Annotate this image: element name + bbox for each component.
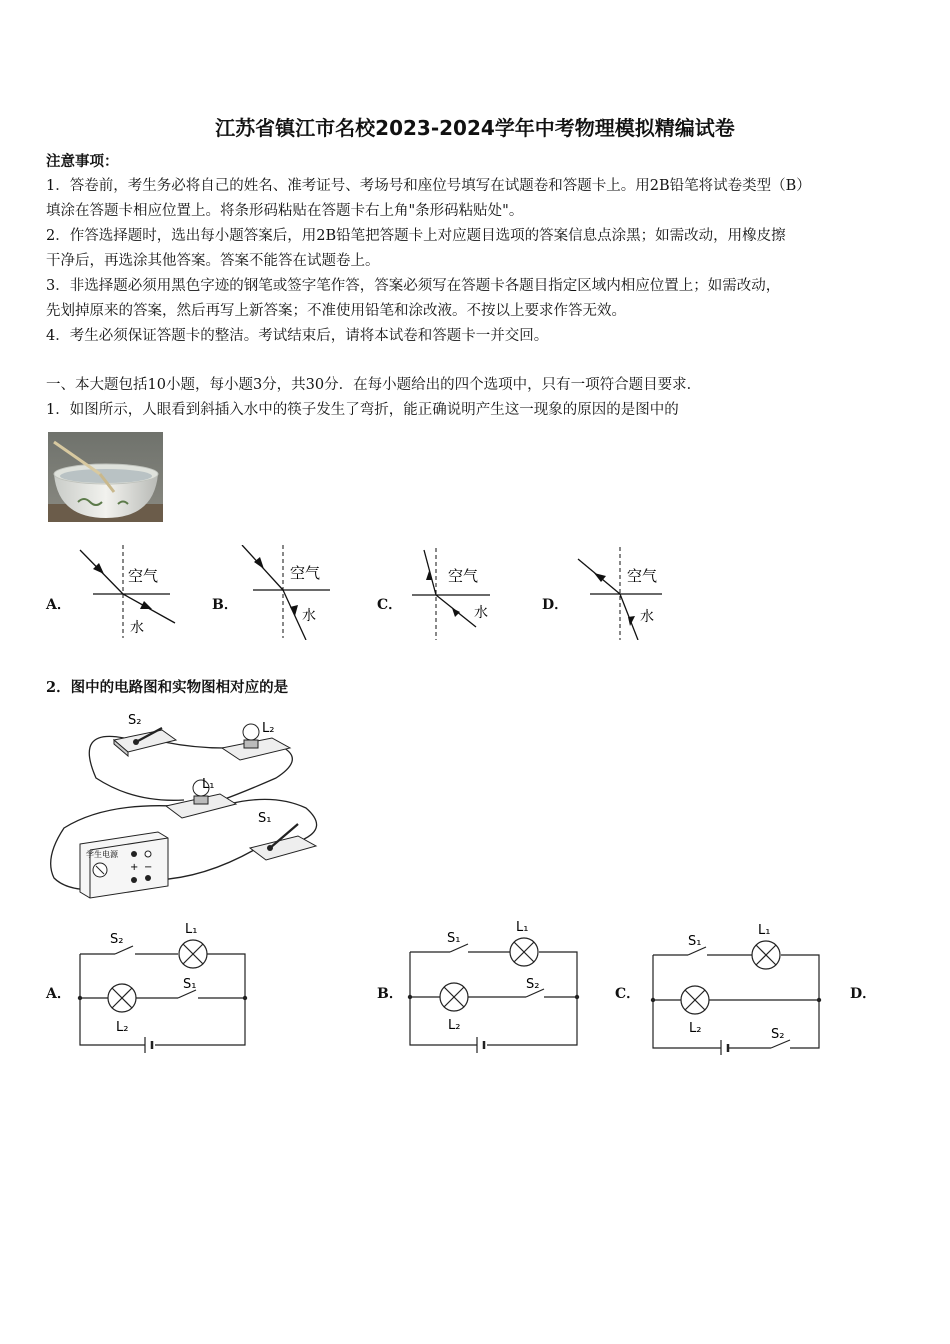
label-l2: L₂ bbox=[689, 1021, 702, 1036]
notice-line: 4．考生必须保证答题卡的整洁。考试结束后，请将本试卷和答题卡一并交回。 bbox=[46, 328, 549, 344]
notice-line: 填涂在答题卡相应位置上。将条形码粘贴在答题卡右上角"条形码粘贴处"。 bbox=[46, 203, 524, 219]
label-s2: S₂ bbox=[771, 1027, 785, 1042]
notice-line: 先划掉原来的答案，然后再写上新答案；不准使用铅笔和涂改液。不按以上要求作答无效。 bbox=[46, 303, 626, 319]
notice-line: 1．答卷前，考生务必将自己的姓名、准考证号、考场号和座位号填写在试题卷和答题卡上。用2B铅笔将试卷类型（B） bbox=[46, 178, 811, 194]
photo-label-s1: S₁ bbox=[258, 811, 272, 826]
svg-text:−: − bbox=[144, 862, 153, 873]
refraction-diagram-a bbox=[78, 545, 188, 640]
q1-option-d[interactable]: D． bbox=[542, 597, 569, 613]
svg-text:+: + bbox=[130, 862, 139, 873]
section-heading: 一、本大题包括10小题，每小题3分，共30分．在每小题给出的四个选项中，只有一项符合题目要求． bbox=[46, 377, 702, 393]
notice-heading: 注意事项： bbox=[46, 153, 119, 170]
label-s1: S₁ bbox=[447, 931, 461, 946]
circuit-diagram-a bbox=[70, 915, 255, 1055]
question-2-stem: 2．图中的电路图和实物图相对应的是 bbox=[46, 679, 289, 696]
water-label: 水 bbox=[640, 609, 654, 625]
label-s2: S₂ bbox=[110, 932, 124, 947]
refraction-diagram-b bbox=[238, 545, 348, 640]
notice-line: 3．非选择题必须用黑色字迹的钢笔或签字笔作答，答案必须写在答题卡各题目指定区域内相应位置上；如需改动， bbox=[46, 278, 781, 294]
air-label: 空气 bbox=[290, 564, 321, 582]
question-1-stem: 1．如图所示，人眼看到斜插入水中的筷子发生了弯折，能正确说明产生这一现象的原因的是图中的 bbox=[46, 402, 679, 418]
label-s1: S₁ bbox=[183, 977, 197, 992]
label-l1: L₁ bbox=[758, 923, 771, 938]
air-label: 空气 bbox=[128, 567, 159, 585]
q2-option-d[interactable]: D． bbox=[850, 986, 877, 1002]
air-label: 空气 bbox=[448, 567, 479, 585]
label-l1: L₁ bbox=[185, 922, 198, 937]
photo-label-l2: L₂ bbox=[262, 721, 275, 736]
water-label: 水 bbox=[302, 608, 316, 624]
notice-line: 2．作答选择题时，选出每小题答案后，用2B铅笔把答题卡上对应题目选项的答案信息点涂黑；如需改动，用橡皮擦 bbox=[46, 228, 786, 244]
power-supply-label: 学生电源 bbox=[86, 850, 118, 859]
label-s1: S₁ bbox=[688, 934, 702, 949]
label-l2: L₂ bbox=[116, 1020, 129, 1035]
refraction-diagram-c bbox=[408, 545, 518, 640]
water-label: 水 bbox=[474, 605, 488, 621]
q2-option-b[interactable]: B． bbox=[377, 986, 403, 1002]
circuit-diagram-c bbox=[643, 915, 828, 1055]
q2-option-c[interactable]: C． bbox=[615, 986, 641, 1002]
q2-option-a[interactable]: A． bbox=[46, 986, 71, 1002]
label-l2: L₂ bbox=[448, 1018, 461, 1033]
photo-label-l1: L₁ bbox=[202, 777, 215, 792]
refraction-diagram-d bbox=[572, 545, 682, 640]
q1-option-a[interactable]: A． bbox=[46, 597, 71, 613]
page-title: 江苏省镇江市名校2023-2024学年中考物理模拟精编试卷 bbox=[215, 116, 735, 140]
air-label: 空气 bbox=[627, 567, 658, 585]
label-s2: S₂ bbox=[526, 977, 540, 992]
physical-circuit-drawing bbox=[44, 708, 329, 900]
label-l1: L₁ bbox=[516, 920, 529, 935]
q1-option-c[interactable]: C． bbox=[377, 597, 403, 613]
circuit-diagram-b bbox=[402, 915, 587, 1055]
bowl-chopstick-photo bbox=[48, 432, 163, 522]
water-label: 水 bbox=[130, 620, 144, 636]
q1-option-b[interactable]: B． bbox=[212, 597, 238, 613]
photo-label-s2: S₂ bbox=[128, 713, 142, 728]
notice-line: 干净后，再选涂其他答案。答案不能答在试题卷上。 bbox=[46, 253, 380, 269]
